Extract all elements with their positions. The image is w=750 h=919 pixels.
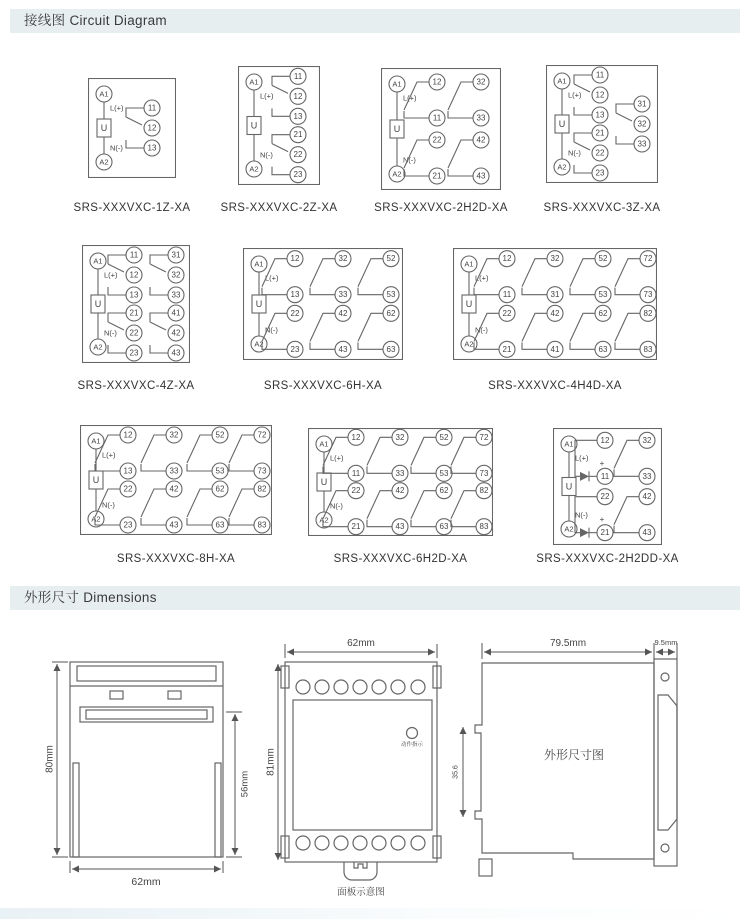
circuit-section-header: [10, 9, 740, 33]
svg-text:22: 22: [502, 308, 512, 318]
svg-text:N(-): N(-): [260, 150, 273, 160]
svg-text:32: 32: [550, 254, 560, 264]
front-slot-right: [215, 763, 221, 857]
svg-text:N(-): N(-): [475, 325, 488, 335]
panel-top-terminals: [296, 680, 425, 694]
svg-text:33: 33: [476, 113, 486, 123]
svg-text:22: 22: [600, 492, 610, 502]
svg-text:22: 22: [432, 135, 442, 145]
svg-text:23: 23: [129, 348, 139, 358]
svg-text:N(-): N(-): [403, 155, 416, 165]
svg-text:42: 42: [395, 486, 405, 496]
svg-text:12: 12: [293, 91, 303, 101]
svg-text:52: 52: [386, 254, 396, 264]
svg-text:A1: A1: [464, 259, 474, 269]
svg-text:13: 13: [290, 290, 300, 300]
svg-text:L(+): L(+): [568, 90, 582, 100]
circuit-diagram-area: [0, 33, 750, 586]
front-view-drawing: [40, 633, 255, 919]
svg-text:23: 23: [595, 168, 605, 178]
svg-text:U: U: [320, 477, 328, 487]
svg-text:L(+): L(+): [575, 453, 589, 463]
svg-text:23: 23: [293, 170, 303, 180]
svg-text:A1: A1: [392, 79, 402, 89]
diagram-label: SRS-XXXVXC-4Z-XA: [77, 380, 195, 392]
svg-text:62: 62: [598, 308, 608, 318]
svg-text:82: 82: [479, 486, 489, 496]
circuit-diagram: [243, 248, 403, 392]
circuit-diagram: [77, 245, 195, 392]
svg-text:33: 33: [395, 468, 405, 478]
svg-text:42: 42: [169, 484, 179, 494]
svg-text:+: +: [599, 458, 605, 468]
svg-text:11: 11: [293, 71, 303, 81]
svg-text:L(+): L(+): [330, 453, 344, 463]
svg-text:42: 42: [476, 135, 486, 145]
svg-text:A2: A2: [249, 164, 259, 174]
svg-text:12: 12: [600, 435, 610, 445]
circuit-diagram: [453, 248, 657, 392]
diagram-canvas: [82, 245, 190, 363]
svg-text:N(-): N(-): [104, 328, 117, 338]
svg-text:A1: A1: [91, 436, 101, 446]
svg-text:L(+): L(+): [260, 91, 274, 101]
svg-text:11: 11: [502, 290, 512, 300]
svg-text:13: 13: [123, 466, 133, 476]
svg-text:33: 33: [338, 290, 348, 300]
svg-text:U: U: [565, 481, 573, 492]
front-width-label: 62mm: [131, 876, 161, 888]
svg-text:A1: A1: [254, 259, 264, 269]
svg-text:82: 82: [257, 484, 267, 494]
svg-text:N(-): N(-): [110, 143, 123, 153]
svg-text:A2: A2: [464, 339, 474, 349]
svg-text:13: 13: [147, 143, 157, 153]
svg-text:11: 11: [600, 471, 610, 481]
svg-text:+: +: [599, 515, 605, 525]
svg-text:23: 23: [290, 344, 300, 354]
svg-text:43: 43: [169, 520, 179, 530]
diagram-label: SRS-XXXVXC-6H-XA: [263, 380, 383, 392]
svg-text:A1: A1: [249, 77, 259, 87]
diagram-canvas: [88, 78, 176, 178]
dimensions-section-title: 外形尺寸 Dimensions: [24, 590, 157, 605]
svg-text:11: 11: [351, 468, 361, 478]
circuit-diagram: [374, 68, 508, 214]
side-connector-block: [658, 695, 677, 830]
svg-text:83: 83: [643, 344, 653, 354]
svg-text:41: 41: [550, 344, 560, 354]
svg-text:A2: A2: [254, 339, 264, 349]
svg-text:U: U: [92, 475, 100, 485]
svg-text:32: 32: [476, 77, 486, 87]
svg-text:33: 33: [171, 290, 181, 300]
svg-text:A1: A1: [319, 439, 329, 449]
svg-text:53: 53: [215, 466, 225, 476]
svg-text:83: 83: [479, 522, 489, 532]
din-clip: [344, 862, 377, 880]
svg-text:22: 22: [129, 328, 139, 338]
svg-text:72: 72: [643, 254, 653, 264]
svg-text:N(-): N(-): [265, 325, 278, 335]
svg-text:33: 33: [169, 466, 179, 476]
svg-text:12: 12: [595, 90, 605, 100]
svg-text:42: 42: [642, 492, 652, 502]
svg-text:A1: A1: [564, 439, 574, 449]
svg-text:U: U: [255, 299, 263, 309]
diagram-canvas: [381, 68, 501, 190]
svg-text:L(+): L(+): [403, 93, 417, 103]
svg-text:22: 22: [123, 484, 133, 494]
svg-text:A1: A1: [99, 89, 109, 99]
svg-text:U: U: [94, 299, 102, 309]
diagram-label: SRS-XXXVXC-1Z-XA: [73, 202, 191, 214]
svg-text:73: 73: [643, 290, 653, 300]
svg-text:53: 53: [386, 290, 396, 300]
svg-text:32: 32: [637, 119, 647, 129]
svg-text:13: 13: [595, 110, 605, 120]
svg-text:N(-): N(-): [102, 500, 115, 510]
svg-text:A2: A2: [564, 524, 574, 534]
front-outline: [70, 662, 223, 857]
side-depth-label: 79.5mm: [549, 638, 587, 649]
svg-text:U: U: [465, 299, 473, 309]
diagram-canvas: [308, 428, 493, 536]
svg-text:53: 53: [439, 468, 449, 478]
rail-dim-label: 35.6: [452, 765, 460, 779]
svg-text:62: 62: [215, 484, 225, 494]
svg-text:31: 31: [550, 290, 560, 300]
svg-text:31: 31: [637, 99, 647, 109]
svg-text:13: 13: [293, 111, 303, 121]
mount-hole-top: [661, 673, 669, 681]
svg-text:N(-): N(-): [568, 148, 581, 158]
svg-text:21: 21: [293, 130, 303, 140]
svg-text:13: 13: [129, 290, 139, 300]
front-slot-left: [73, 763, 79, 857]
diagram-label: SRS-XXXVXC-8H-XA: [116, 553, 236, 565]
page-bottom-tint: [0, 908, 750, 919]
front-button-right: [168, 691, 181, 699]
svg-text:11: 11: [147, 103, 157, 113]
circuit-diagram: [536, 428, 679, 565]
svg-text:42: 42: [171, 328, 181, 338]
svg-text:43: 43: [338, 344, 348, 354]
svg-text:22: 22: [351, 486, 361, 496]
svg-text:21: 21: [432, 171, 442, 181]
svg-text:12: 12: [432, 77, 442, 87]
svg-text:U: U: [100, 123, 108, 133]
svg-text:U: U: [393, 124, 401, 134]
svg-text:U: U: [250, 120, 258, 131]
svg-text:42: 42: [338, 308, 348, 318]
circuit-diagram: [220, 66, 338, 214]
diagram-label: SRS-XXXVXC-4H4D-XA: [488, 380, 622, 392]
diagram-label: SRS-XXXVXC-6H2D-XA: [333, 553, 468, 565]
svg-text:73: 73: [257, 466, 267, 476]
svg-text:43: 43: [171, 348, 181, 358]
svg-text:L(+): L(+): [104, 270, 118, 280]
front-inner-height-label: 56mm: [239, 770, 251, 798]
diagram-label: SRS-XXXVXC-2H2DD-XA: [536, 553, 679, 565]
svg-text:12: 12: [290, 254, 300, 264]
svg-text:12: 12: [502, 254, 512, 264]
svg-text:A1: A1: [93, 256, 103, 266]
svg-text:12: 12: [129, 270, 139, 280]
panel-width-label: 62mm: [347, 638, 375, 649]
svg-text:12: 12: [147, 123, 157, 133]
svg-text:53: 53: [598, 290, 608, 300]
svg-text:11: 11: [432, 113, 442, 123]
panel-face: [293, 700, 432, 830]
svg-text:A2: A2: [392, 169, 402, 179]
svg-text:23: 23: [123, 520, 133, 530]
svg-text:A2: A2: [557, 162, 567, 172]
svg-text:82: 82: [643, 308, 653, 318]
svg-text:62: 62: [439, 486, 449, 496]
circuit-diagram: [543, 65, 661, 214]
svg-text:62: 62: [386, 308, 396, 318]
svg-text:43: 43: [642, 528, 652, 538]
svg-text:L(+): L(+): [110, 103, 124, 113]
svg-text:43: 43: [476, 171, 486, 181]
svg-text:52: 52: [598, 254, 608, 264]
front-top-window: [77, 666, 216, 681]
svg-text:21: 21: [502, 344, 512, 354]
svg-text:63: 63: [386, 344, 396, 354]
svg-text:52: 52: [215, 430, 225, 440]
diagram-canvas: [553, 428, 662, 545]
svg-text:42: 42: [550, 308, 560, 318]
svg-text:33: 33: [637, 139, 647, 149]
svg-text:A2: A2: [91, 514, 101, 524]
svg-text:32: 32: [169, 430, 179, 440]
svg-text:11: 11: [129, 250, 139, 260]
circuit-section-title: 接线图 Circuit Diagram: [24, 13, 167, 28]
svg-text:22: 22: [595, 148, 605, 158]
dimensions-section-header: [10, 586, 740, 610]
circuit-diagram: [80, 425, 272, 565]
svg-text:L(+): L(+): [265, 273, 279, 283]
svg-text:43: 43: [395, 522, 405, 532]
svg-text:A1: A1: [557, 76, 567, 86]
diagram-canvas: [546, 65, 658, 183]
svg-text:63: 63: [598, 344, 608, 354]
svg-text:A2: A2: [319, 515, 329, 525]
svg-text:52: 52: [439, 432, 449, 442]
svg-text:12: 12: [351, 432, 361, 442]
svg-text:73: 73: [479, 468, 489, 478]
panel-bottom-terminals: [296, 836, 425, 850]
panel-view-drawing: [262, 633, 452, 919]
svg-text:31: 31: [171, 250, 181, 260]
svg-text:L(+): L(+): [475, 273, 489, 283]
svg-text:21: 21: [351, 522, 361, 532]
svg-text:12: 12: [123, 430, 133, 440]
diagram-canvas: [238, 66, 320, 185]
svg-text:21: 21: [595, 128, 605, 138]
side-foot: [479, 859, 492, 876]
svg-text:63: 63: [439, 522, 449, 532]
svg-text:32: 32: [338, 254, 348, 264]
svg-text:N(-): N(-): [575, 510, 588, 520]
svg-text:83: 83: [257, 520, 267, 530]
svg-text:32: 32: [171, 270, 181, 280]
diagram-canvas: [243, 248, 403, 360]
diagram-canvas: [80, 425, 272, 535]
svg-text:72: 72: [257, 430, 267, 440]
svg-text:32: 32: [642, 435, 652, 445]
mount-hole-bottom: [661, 844, 669, 852]
svg-text:L(+): L(+): [102, 450, 116, 460]
diagram-label: SRS-XXXVXC-2H2D-XA: [374, 202, 508, 214]
svg-text:32: 32: [395, 432, 405, 442]
svg-text:21: 21: [600, 528, 610, 538]
circuit-diagram: [73, 78, 191, 214]
svg-text:22: 22: [290, 308, 300, 318]
diagram-canvas: [453, 248, 657, 360]
led-label: 动作指示: [400, 742, 424, 748]
side-flange-label: 9.5mm: [654, 638, 678, 647]
svg-text:N(-): N(-): [330, 501, 343, 511]
front-height-label: 80mm: [44, 745, 56, 773]
circuit-diagram: [308, 428, 493, 565]
front-bar: [80, 707, 213, 722]
svg-text:A2: A2: [99, 157, 109, 167]
side-view-drawing: [448, 633, 700, 919]
svg-text:72: 72: [479, 432, 489, 442]
diagram-label: SRS-XXXVXC-2Z-XA: [220, 202, 338, 214]
svg-text:41: 41: [171, 308, 181, 318]
svg-text:11: 11: [595, 70, 605, 80]
svg-text:U: U: [558, 119, 566, 129]
svg-text:22: 22: [293, 150, 303, 160]
status-led: [407, 728, 418, 739]
front-button-left: [110, 691, 123, 699]
svg-text:21: 21: [129, 308, 139, 318]
panel-height-label: 81mm: [265, 748, 277, 776]
svg-text:63: 63: [215, 520, 225, 530]
panel-caption: 面板示意图: [337, 887, 385, 898]
svg-text:A2: A2: [93, 342, 103, 352]
svg-text:33: 33: [642, 471, 652, 481]
diagram-label: SRS-XXXVXC-3Z-XA: [543, 202, 661, 214]
side-inner-caption: 外形尺寸图: [543, 748, 605, 762]
